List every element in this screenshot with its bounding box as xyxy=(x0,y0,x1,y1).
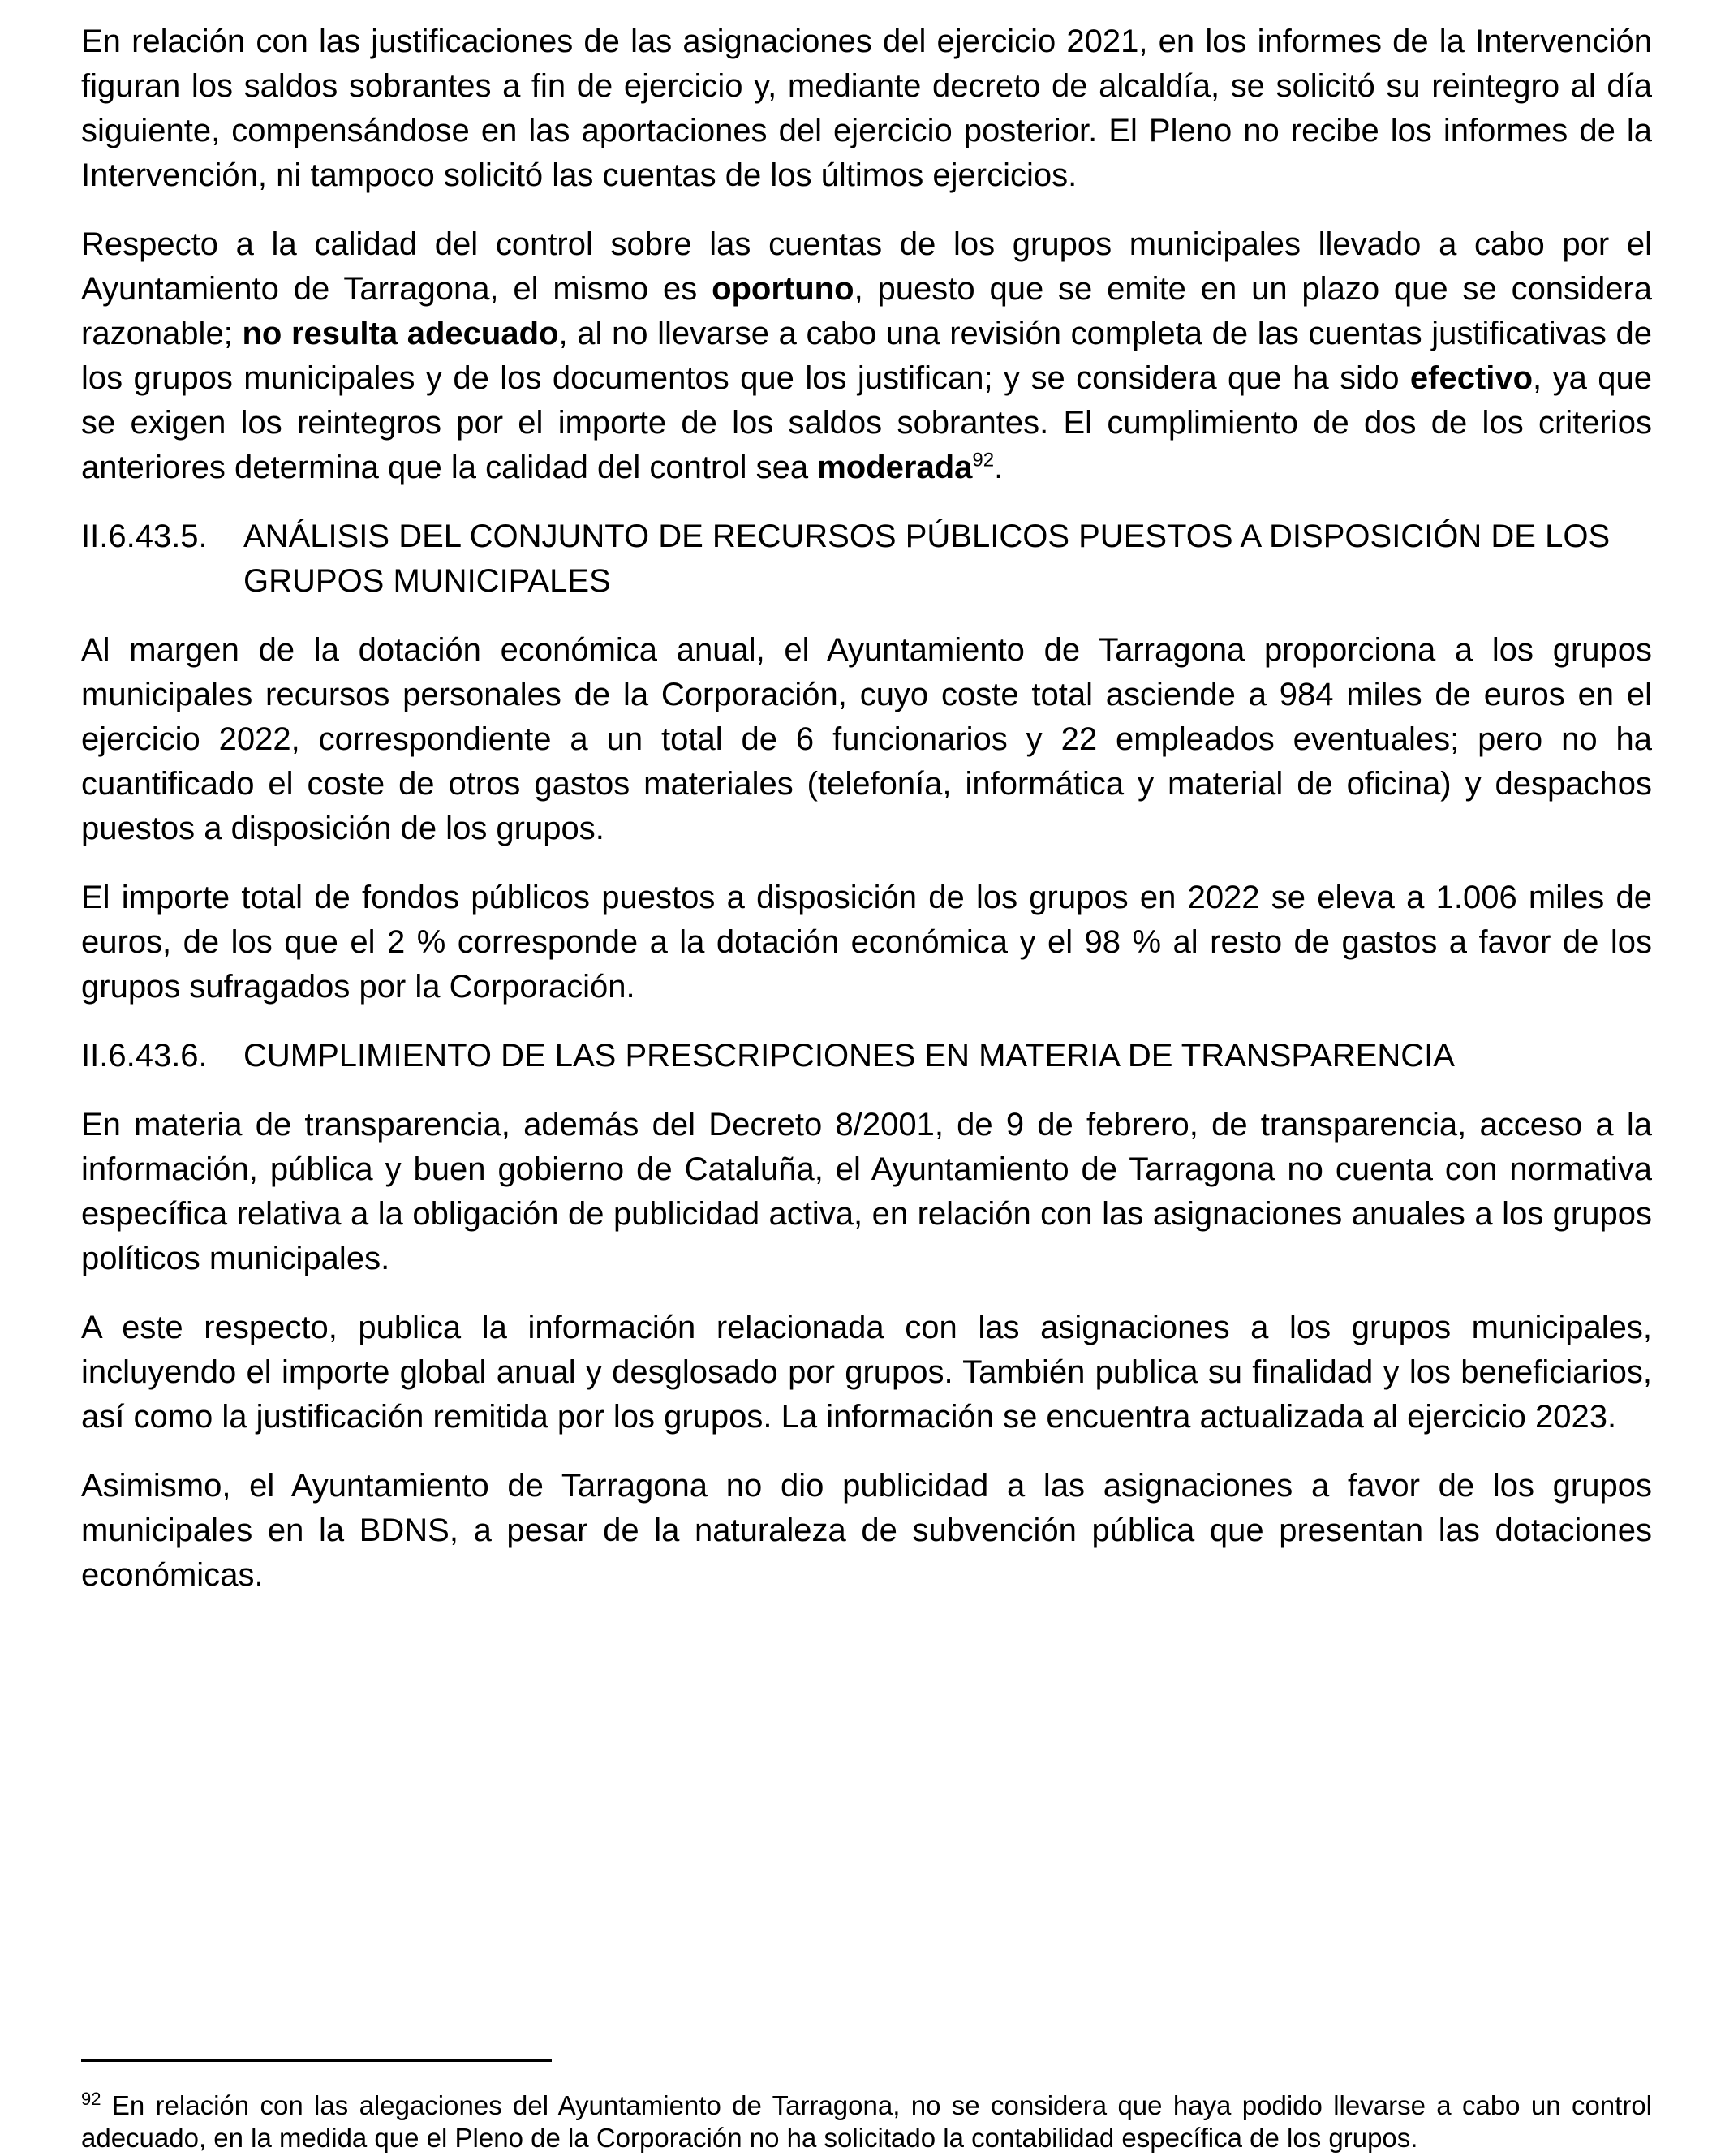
text-segment: , ya que se exigen los reintegros por el importe de los saldos sobrantes. El cumplimiento de dos de los criterios anteriores determina que la calidad del control sea xyxy=(81,360,1652,485)
section-number: II.6.43.5. xyxy=(81,519,208,554)
footnote-text: En relación con las alegaciones del Ayuntamiento de Tarragona, no se considera que haya podido llevarse a cabo un control adecuado, en la medida que el Pleno de la Corporación no ha solicitado la contabilidad específica de los grupos. xyxy=(81,2090,1652,2153)
section-title: ANÁLISIS DEL CONJUNTO DE RECURSOS PÚBLICOS PUESTOS A DISPOSICIÓN DE LOS GRUPOS MUNICIPALES xyxy=(243,519,1611,599)
section-number: II.6.43.6. xyxy=(81,1038,208,1074)
text-segment: , puesto que se emite en un plazo que se considera razonable; xyxy=(81,271,1652,351)
text-segment: Respecto a la calidad del control sobre las cuentas de los grupos municipales llevado a cabo por el Ayuntamiento de Tarragona, el mismo es xyxy=(81,226,1652,307)
bold-no-resulta-adecuado: no resulta adecuado xyxy=(242,316,559,351)
paragraph-published-information: A este respecto, publica la información relacionada con las asignaciones a los grupos municipales, incluyendo el importe global anual y desglosado por grupos. También publica su finalidad y los beneficiarios, así como la justificación remitida por los grupos. La información se encuentra actualizada al ejercicio 2023. xyxy=(81,1310,1652,1435)
text-segment: , al no llevarse a cabo una revisión completa de las cuentas justificativas de los grupos municipales y de los documentos que los justifican; y se considera que ha sido xyxy=(81,316,1652,396)
footnote-mark: 92 xyxy=(81,2089,101,2109)
paragraph-total-funds: El importe total de fondos públicos puestos a disposición de los grupos en 2022 se eleva a 1.006 miles de euros, de los que el 2 % corresponde a la dotación económica y el 98 % al resto de gastos a favor de los grupos sufragados por la Corporación. xyxy=(81,880,1652,1005)
footnote-separator xyxy=(81,2059,552,2062)
bold-oportuno: oportuno xyxy=(712,271,854,307)
paragraph-control-quality xyxy=(81,222,1652,490)
footnote-92 xyxy=(81,2089,1652,2154)
text-segment: . xyxy=(994,450,1004,485)
paragraph-bdns-publicity: Asimismo, el Ayuntamiento de Tarragona no dio publicidad a las asignaciones a favor de los grupos municipales en la BDNS, a pesar de la naturaleza de subvención pública que presentan las dotaciones económicas. xyxy=(81,1468,1652,1593)
section-heading-resources xyxy=(81,514,1652,604)
footnote-reference[interactable]: 92 xyxy=(972,449,995,471)
bold-efectivo: efectivo xyxy=(1409,360,1534,396)
section-heading-transparency xyxy=(81,1034,1652,1078)
paragraph-justification-2021: En relación con las justificaciones de las asignaciones del ejercicio 2021, en los informes de la Intervención figuran los saldos sobrantes a fin de ejercicio y, mediante decreto de alcaldía, se solicitó su reintegro al día siguiente, compensándose en las aportaciones del ejercicio posterior. El Pleno no recibe los informes de la Intervención, ni tampoco solicitó las cuentas de los últimos ejercicios. xyxy=(81,24,1652,193)
body-text xyxy=(81,19,1652,1622)
bold-moderada: moderada xyxy=(817,450,973,485)
section-title: CUMPLIMIENTO DE LAS PRESCRIPCIONES EN MATERIA DE TRANSPARENCIA xyxy=(243,1038,1455,1074)
paragraph-personal-resources: Al margen de la dotación económica anual, el Ayuntamiento de Tarragona proporciona a los grupos municipales recursos personales de la Corporación, cuyo coste total asciende a 984 miles de euros en el ejercicio 2022, correspondiente a un total de 6 funcionarios y 22 empleados eventuales; pero no ha cuantificado el coste de otros gastos materiales (telefonía, informática y material de oficina) y despachos puestos a disposición de los grupos. xyxy=(81,632,1652,846)
paragraph-transparency-regulation: En materia de transparencia, además del Decreto 8/2001, de 9 de febrero, de transparencia, acceso a la información, pública y buen gobierno de Cataluña, el Ayuntamiento de Tarragona no cuenta con normativa específica relativa a la obligación de publicidad activa, en relación con las asignaciones anuales a los grupos políticos municipales. xyxy=(81,1107,1652,1276)
